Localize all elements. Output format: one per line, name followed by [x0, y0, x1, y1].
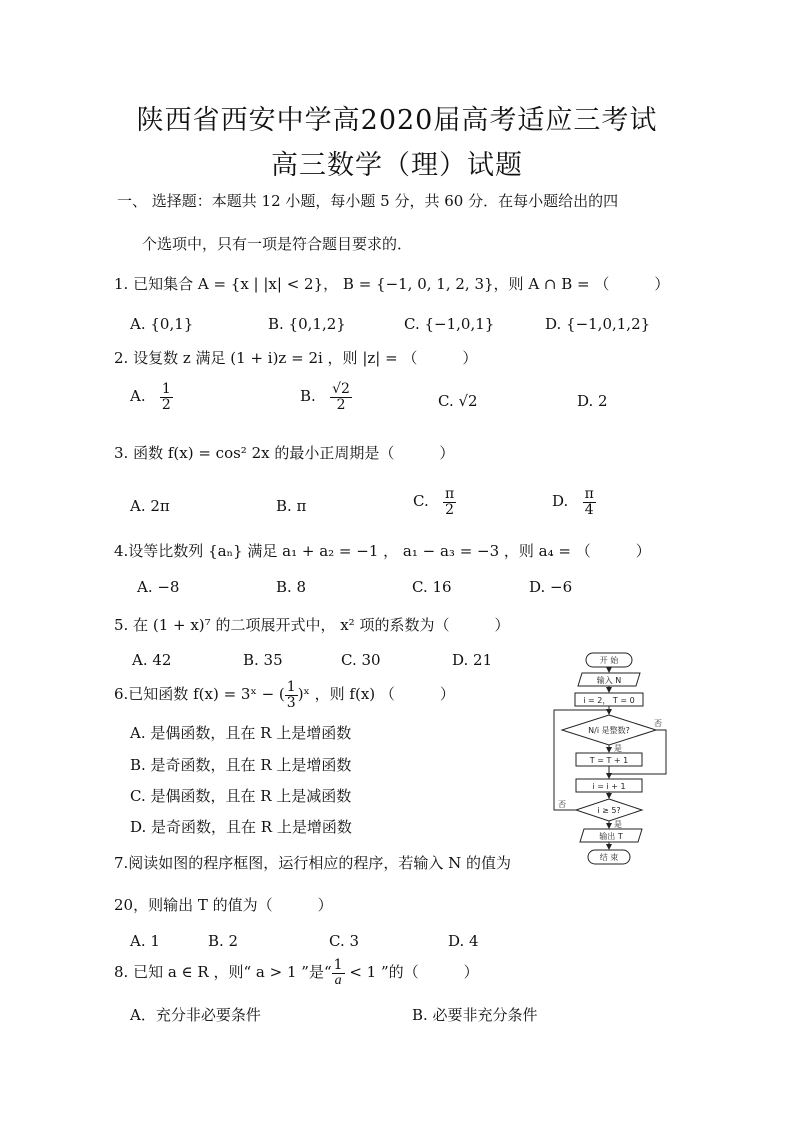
question-5-stem: 5. 在 (1 + x)⁷ 的二项展开式中， x² 项的系数为（ ）	[114, 616, 510, 634]
question-1-option-d: D. {−1,0,1,2}	[545, 315, 651, 333]
question-2-option-a: A. $\frac{1}{2}$	[130, 381, 171, 413]
question-6-option-b: B. 是奇函数，且在 R 上是增函数	[130, 756, 352, 774]
question-2-stem: 2. 设复数 z 满足 (1 + i)z = 2i ，则 |z| = （ ）	[114, 349, 478, 367]
question-3-option-c: C. $\frac{\pi}{2}$	[413, 486, 455, 518]
question-6-option-a: A. 是偶函数，且在 R 上是增函数	[130, 724, 352, 742]
flowchart-yes-2-label: 是	[614, 820, 622, 829]
question-8-option-a: A．充分非必要条件	[130, 1006, 261, 1024]
question-3-stem: 3. 函数 f(x) = cos² 2x 的最小正周期是（ ）	[114, 444, 455, 462]
question-3-option-a: A. 2π	[130, 497, 170, 515]
flowchart-no-1-label: 否	[654, 719, 662, 728]
question-5-option-c: C. 30	[341, 651, 381, 669]
question-7-option-d: D. 4	[448, 932, 479, 950]
flowchart-no-2-label: 否	[558, 800, 566, 809]
exam-subtitle: 高三数学（理）试题	[271, 150, 523, 181]
question-2-option-c: C. √2	[438, 392, 478, 410]
question-5-option-d: D. 21	[452, 651, 493, 669]
flowchart-step-2-label: i = i + 1	[592, 782, 626, 791]
question-3-option-d: D. $\frac{\pi}{4}$	[552, 486, 594, 518]
question-4-stem: 4.设等比数列 {aₙ} 满足 a₁ + a₂ = −1 ， a₁ − a₃ = −3 ，则 a₄ = （ ）	[114, 542, 651, 560]
flowchart-start-label: 开 始	[599, 656, 619, 665]
question-8-stem: 8. 已知 a ∈ R ，则“ a > 1 ”是“ $\frac{1}{a}$ < 1 ”的（ ）	[114, 957, 479, 988]
section-instructions-line1: 一、 选择题：本题共 12 小题，每小题 5 分，共 60 分．在每小题给出的四	[117, 192, 619, 210]
question-4-option-d: D. −6	[529, 578, 573, 596]
question-6-option-d: D. 是奇函数，且在 R 上是增函数	[130, 818, 352, 836]
flowchart-input-label: 输入 N	[596, 676, 622, 685]
question-7-stem-line1: 7.阅读如图的程序框图，运行相应的程序，若输入 N 的值为	[114, 854, 511, 872]
question-4-option-c: C. 16	[412, 578, 452, 596]
question-6-stem: 6.已知函数 f(x) = 3ˣ − ( $\frac{1}{3}$ )ˣ ，则 f(x) （ ）	[114, 679, 455, 711]
question-4-option-a: A. −8	[137, 578, 180, 596]
flowchart-end-label: 结 束	[599, 853, 619, 862]
question-5-option-b: B. 35	[243, 651, 283, 669]
question-3-option-b: B. π	[276, 497, 307, 515]
flowchart-step-1-label: T = T + 1	[589, 756, 629, 765]
flowchart-yes-1-label: 是	[614, 744, 622, 753]
question-1-option-b: B. {0,1,2}	[268, 315, 346, 333]
question-1-option-c: C. {−1,0,1}	[404, 315, 495, 333]
question-5-option-a: A. 42	[132, 651, 172, 669]
question-7-option-b: B. 2	[208, 932, 239, 950]
flowchart-condition-1-label: N/i 是整数?	[588, 726, 630, 735]
question-1-option-a: A. {0,1}	[130, 315, 194, 333]
program-flowchart	[548, 650, 678, 870]
question-1-stem: 1. 已知集合 A = {x | |x| < 2}， B = {−1, 0, 1, 2, 3}，则 A ∩ B = （ ）	[114, 275, 670, 293]
question-8-option-b: B. 必要非充分条件	[412, 1006, 538, 1024]
question-2-option-b: B. $\frac{√2}{2}$	[300, 381, 350, 413]
question-4-option-b: B. 8	[276, 578, 307, 596]
question-2-option-d: D. 2	[577, 392, 608, 410]
flowchart-init-label: i = 2， T = 0	[583, 696, 635, 705]
question-7-option-c: C. 3	[329, 932, 360, 950]
question-7-stem-line2: 20，则输出 T 的值为（ ）	[114, 896, 333, 914]
question-6-option-c: C. 是偶函数，且在 R 上是减函数	[130, 787, 352, 805]
exam-title: 陕西省西安中学高2020届高考适应三考试	[136, 105, 658, 136]
flowchart-output-label: 输出 T	[599, 832, 623, 841]
section-instructions-line2: 个选项中，只有一项是符合题目要求的．	[142, 235, 413, 253]
question-7-option-a: A. 1	[130, 932, 160, 950]
flowchart-condition-2-label: i ≥ 5?	[597, 806, 621, 815]
